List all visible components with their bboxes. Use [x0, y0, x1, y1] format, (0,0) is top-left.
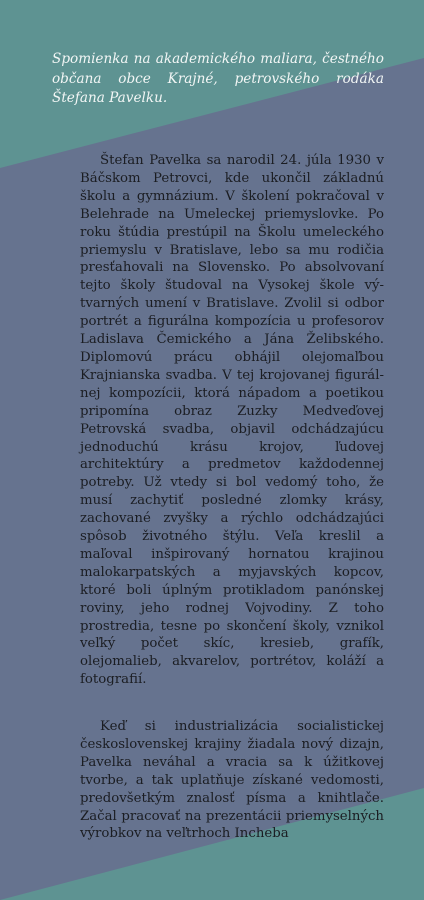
intro-dedication: Spomienka na akademického maliara, čestného občana obce Krajné, petrovského rodáka Štefana Pavelku.: [52, 51, 384, 106]
body-paragraph: Keď si industrializácia socialistickej československej krajiny žiadala nový dizajn, Pavelka neváhal a vracia sa k úžitkovej tvorbe, a tak uplatňuje získané vedomosti, predovšetkým znalosť písma a knihtlače. Začal pracovať na prezentácii priemyselných výrobkov na veľtrhoch Incheba: [80, 719, 384, 842]
body-paragraph: Štefan Pavelka sa narodil 24. júla 1930 v Báčskom Petrovci, kde ukončil základnú školu a gymnázium. V školení pokračoval v Belehrade na Umeleckej priemyslovke. Po roku štúdia prestúpil na Školu umeleckého priemyslu v Bratislave, lebo sa mu rodičia presťahovali na Slovensko. Po absolvovaní tejto školy študoval na Vysokej škole výtvarných umení v Bratislave. Zvolil si odbor portrét a figurálna kompozícia u profesorov Ladislava Čemického a Jána Želibského. Diplomovú prácu obhájil olejomaľbou Krajnianska svadba. V tej krojovanej figurálnej kompozícii, ktorá nápadom a poetikou pripomína obraz Zuzky Medveďovej Petrovská svadba, objavil odchádzajúcu jednoduchú krásu krojov, ľudovej architektúry a predmetov každodennej potreby. Už vtedy si bol vedomý toho, že musí zachytiť posledné zlomky krásy, zachované zvyšky a rýchlo odchádzajúci spôsob životného štýlu. Veľa kreslil a maľoval inšpirovaný hornatou krajinou malokarpatských a myjavských kopcov, ktoré boli úplným protikladom panónskej roviny, jeho rodnej Vojvodiny. Z toho prostredia, tesne po skončení školy, vznikol veľký počet skíc, kresieb, grafík, olejomalieb, akvarelov, portrétov, koláží a fotografií.: [80, 153, 384, 688]
